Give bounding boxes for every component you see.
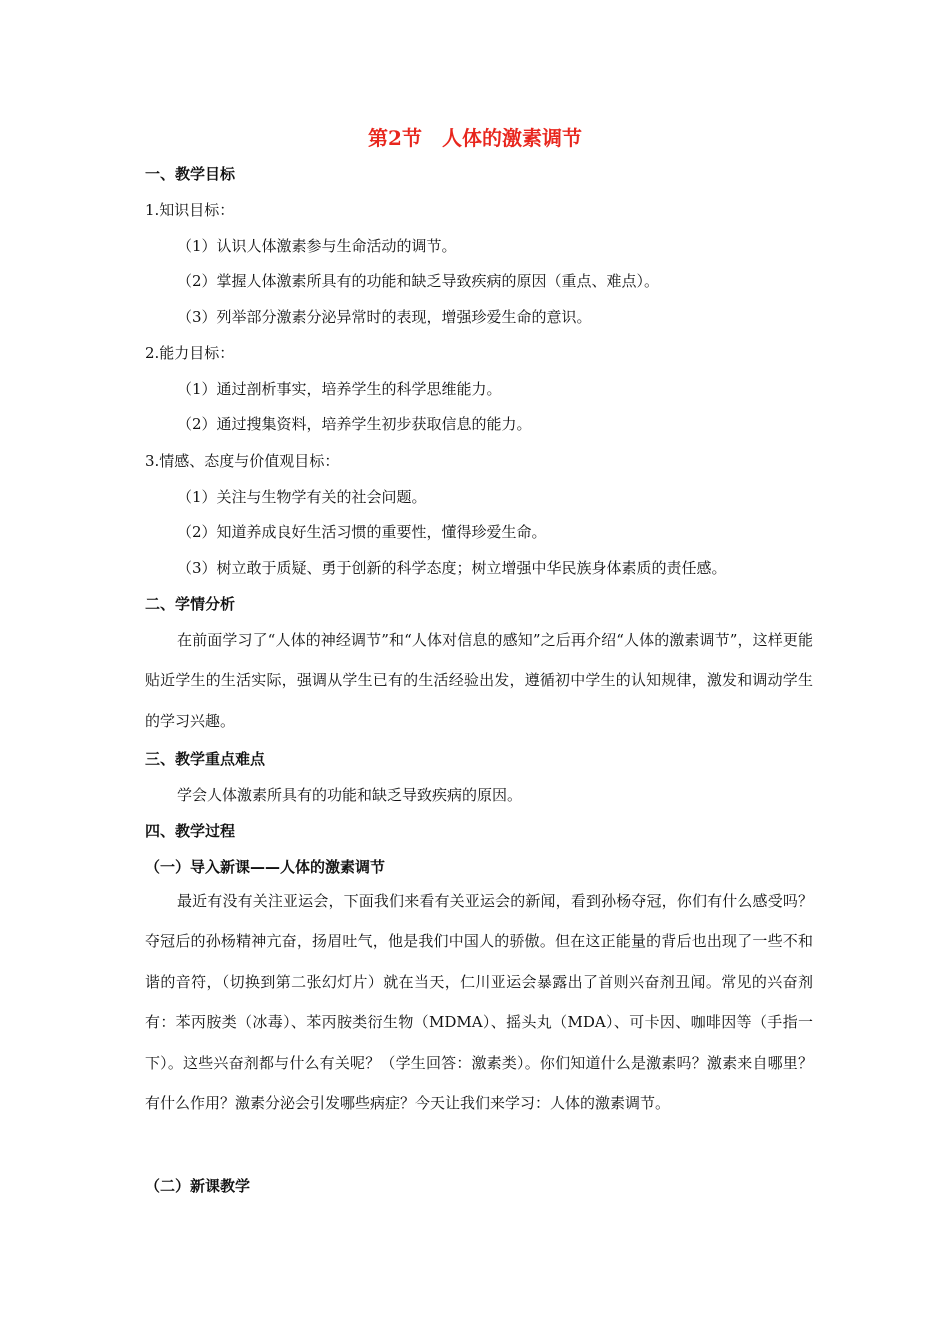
- section-heading-student-analysis: 二、学情分析: [145, 595, 236, 613]
- page-title: 第2节 人体的激素调节: [368, 126, 582, 150]
- ability-goal-item: （2）通过搜集资料，培养学生初步获取信息的能力。: [177, 415, 532, 433]
- emotion-goal-item: （2）知道养成良好生活习惯的重要性，懂得珍爱生命。: [177, 523, 547, 541]
- emotion-goal-title: 3.情感、态度与价值观目标：: [145, 452, 340, 470]
- section-heading-objectives: 一、教学目标: [145, 165, 236, 183]
- ability-goal-item: （1）通过剖析事实，培养学生的科学思维能力。: [177, 380, 502, 398]
- ability-goal-title: 2.能力目标：: [145, 344, 235, 362]
- knowledge-goal-title: 1.知识目标：: [145, 201, 235, 219]
- subsection-heading-intro: （一）导入新课——人体的激素调节: [145, 858, 386, 876]
- emotion-goal-item: （3）树立敢于质疑、勇于创新的科学态度；树立增强中华民族身体素质的责任感。: [177, 559, 727, 577]
- key-points-paragraph: 学会人体激素所具有的功能和缺乏导致疾病的原因。: [177, 786, 523, 804]
- section-heading-process: 四、教学过程: [145, 822, 236, 840]
- section-heading-key-points: 三、教学重点难点: [145, 750, 266, 768]
- subsection-heading-new-lesson: （二）新课教学: [145, 1177, 251, 1195]
- knowledge-goal-item: （1）认识人体激素参与生命活动的调节。: [177, 237, 457, 255]
- knowledge-goal-item: （2）掌握人体激素所具有的功能和缺乏导致疾病的原因（重点、难点）。: [177, 272, 660, 290]
- student-analysis-paragraph: 在前面学习了“人体的神经调节”和“人体对信息的感知”之后再介绍“人体的激素调节”，这样更能贴近学生的生活实际，强调从学生已有的生活经验出发，遵循初中学生的认知规律，激发和调动学生的学习兴趣。: [145, 631, 813, 730]
- knowledge-goal-item: （3）列举部分激素分泌异常时的表现，增强珍爱生命的意识。: [177, 308, 592, 326]
- emotion-goal-item: （1）关注与生物学有关的社会问题。: [177, 488, 427, 506]
- intro-paragraph: 最近有没有关注亚运会，下面我们来看有关亚运会的新闻，看到孙杨夺冠，你们有什么感受吗？夺冠后的孙杨精神亢奋，扬眉吐气，他是我们中国人的骄傲。但在这正能量的背后也出现了一些不和谐的音符，（切换到第二张幻灯片）就在当天，仁川亚运会暴露出了首则兴奋剂丑闻。常见的兴奋剂有：苯丙胺类（冰毒）、苯丙胺类衍生物（MDMA）、摇头丸（MDA）、可卡因、咖啡因等（手指一下）。这些兴奋剂都与什么有关呢？（学生回答：激素类）。你们知道什么是激素吗？激素来自哪里？有什么作用？激素分泌会引发哪些病症？今天让我们来学习：人体的激素调节。: [145, 892, 813, 1113]
